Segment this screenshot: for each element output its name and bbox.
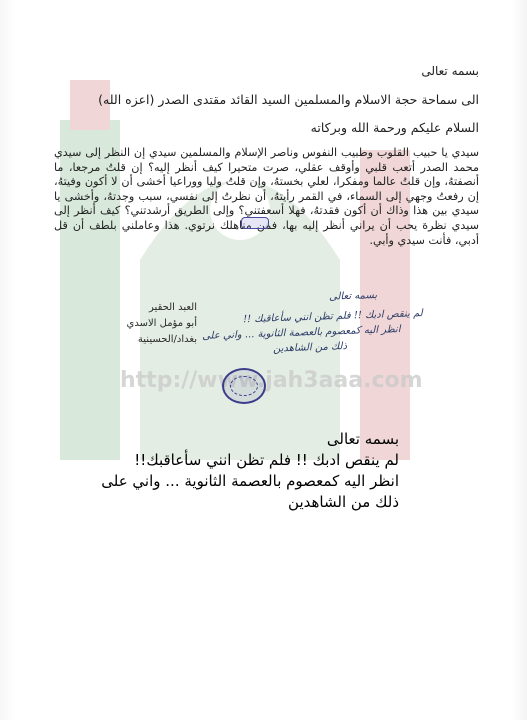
transcription-line: بسمه تعالى xyxy=(326,430,399,448)
letter-greeting: السلام عليكم ورحمة الله وبركاته xyxy=(310,120,479,135)
letter-salutation: الى سماحة حجة الاسلام والمسلمين السيد القائد مقتدى الصدر (اعزه الله) xyxy=(98,92,479,107)
signature-line: العبد الحقير xyxy=(149,302,197,313)
letter-body: سيدي يا حبيب القلوب وطبيب النفوس وناصر الإسلام والمسلمين سيدي إن النظر إلى سيدي محمد الصدر أتعب قلبي وأوقف عقلي، صرت متحيرا كيف أنظر إليه؟ إن قلتُ مرجعا، ما أنصفتهُ، وإن قلتُ عالما ومفكرا، لعلي بخستهُ، وإن قلتُ وليا ووراعيا أخشى أن لا أكون وفيتهُ، إن رفعتُ وجهي إلى السماء، في القمر رأيتهُ، أن نظرتُ إلى نفسي، سبب وجدتهُ، وأخشى يا سيدي بين هذا وذاك أن أكون فقدتهُ، فهلا أسعفتني؟ وإلى الطريق أرشدتني؟ كيف أنظر إلى سيدي نظرة يحب أن يراني أنظر إليه بها، فمن مناهلك نرتوي. هذا وعاملني بلطف أن قل أدبي، فأنت سيدي وأبي. xyxy=(54,146,479,247)
seal-stamp-icon xyxy=(222,368,266,404)
handwritten-line: انظر اليه كمعصوم بالعصمة الثانوية ... واني على xyxy=(202,324,402,342)
signature-line: أبو مؤمل الاسدي xyxy=(126,318,197,329)
letter-basmala: بسمه تعالى xyxy=(421,64,479,78)
signature-line: بغداد/الحسينية xyxy=(137,334,197,345)
inline-stamp-icon xyxy=(241,217,269,229)
handwritten-line: لم ينقص ادبك !! فلم تظن انني سأعاقبك !! xyxy=(243,308,424,326)
transcription-line: ذلك من الشاهدين xyxy=(288,493,399,511)
handwritten-line: ذلك من الشاهدين xyxy=(272,341,348,355)
handwritten-line: بسمه تعالى xyxy=(328,290,378,303)
transcription-line: انظر اليه كمعصوم بالعصمة الثانوية ... واني على xyxy=(101,472,399,490)
transcription-line: لم ينقص ادبك !! فلم تظن انني سأعاقبك!! xyxy=(134,451,399,469)
watermark-url: http://www.jah3aaa.com xyxy=(120,368,423,393)
